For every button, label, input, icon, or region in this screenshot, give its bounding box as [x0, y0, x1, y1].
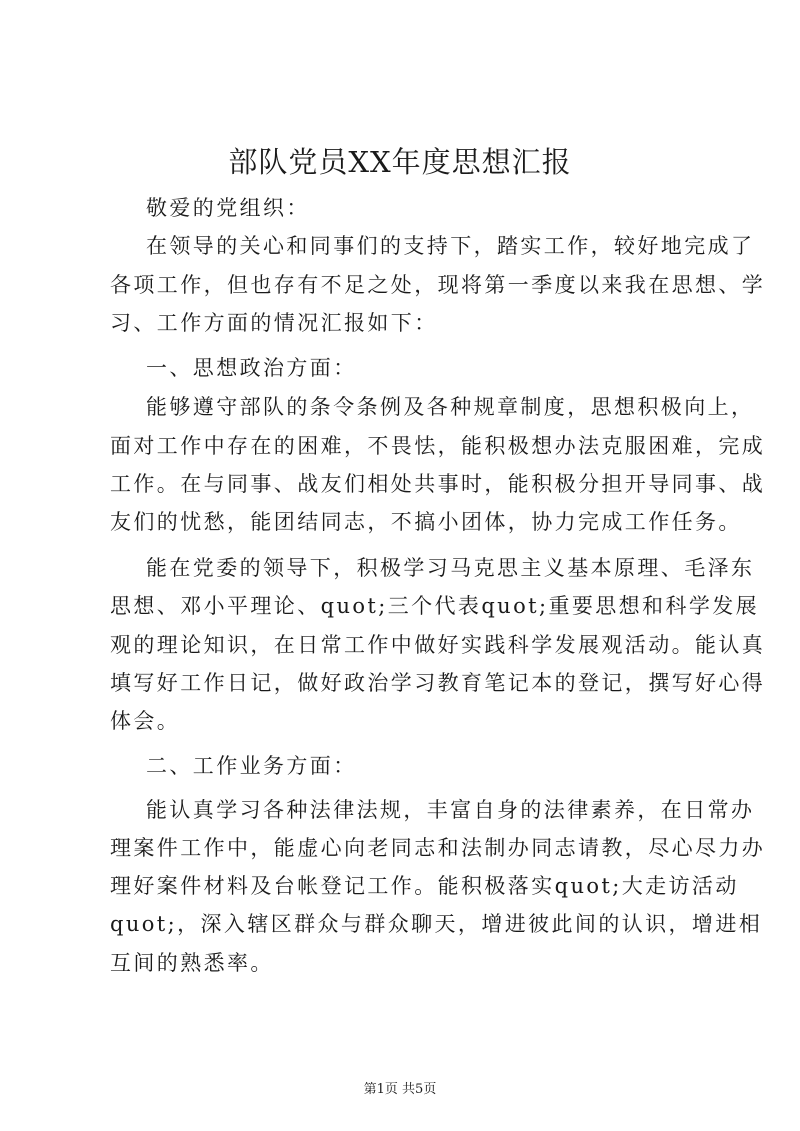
text-line: quot;，深入辖区群众与群众聊天，增进彼此间的认识，增进相 — [110, 912, 763, 936]
page-footer: 第1页 共5页 — [363, 1082, 437, 1097]
text-line: 友们的忧愁，能团结同志，不搞小团体，协力完成工作任务。 — [110, 510, 742, 534]
document-title: 部队党员XX年度思想汇报 — [228, 145, 572, 179]
text-line: 思想、邓小平理论、quot;三个代表quot;重要思想和科学发展 — [110, 594, 760, 618]
text-line: 工作。在与同事、战友们相处共事时，能积极分担开导同事、战 — [110, 472, 766, 496]
text-line: 理好案件材料及台帐登记工作。能积极落实quot;大走访活动 — [110, 874, 739, 898]
text-line: 二、工作业务方面： — [146, 754, 357, 778]
text-line: 面对工作中存在的困难，不畏怯，能积极想办法克服困难，完成 — [110, 434, 766, 458]
text-line: 一、思想政治方面： — [146, 356, 357, 380]
text-line: 理案件工作中，能虚心向老同志和法制办同志请教，尽心尽力办 — [110, 836, 766, 860]
text-line: 能认真学习各种法律法规，丰富自身的法律素养，在日常办 — [146, 798, 755, 822]
text-line: 敬爱的党组织： — [146, 196, 310, 220]
text-line: 能在党委的领导下，积极学习马克思主义基本原理、毛泽东 — [146, 556, 755, 580]
text-line: 填写好工作日记，做好政治学习教育笔记本的登记，撰写好心得 — [110, 671, 766, 695]
text-line: 在领导的关心和同事们的支持下，踏实工作，较好地完成了 — [146, 234, 755, 258]
text-line: 习、工作方面的情况汇报如下： — [110, 311, 438, 335]
text-line: 互间的熟悉率。 — [110, 951, 274, 975]
text-line: 各项工作，但也存有不足之处，现将第一季度以来我在思想、学 — [110, 273, 766, 297]
text-line: 体会。 — [110, 709, 181, 733]
text-line: 观的理论知识，在日常工作中做好实践科学发展观活动。能认真 — [110, 633, 766, 657]
text-line: 能够遵守部队的条令条例及各种规章制度，思想积极向上， — [146, 395, 755, 419]
